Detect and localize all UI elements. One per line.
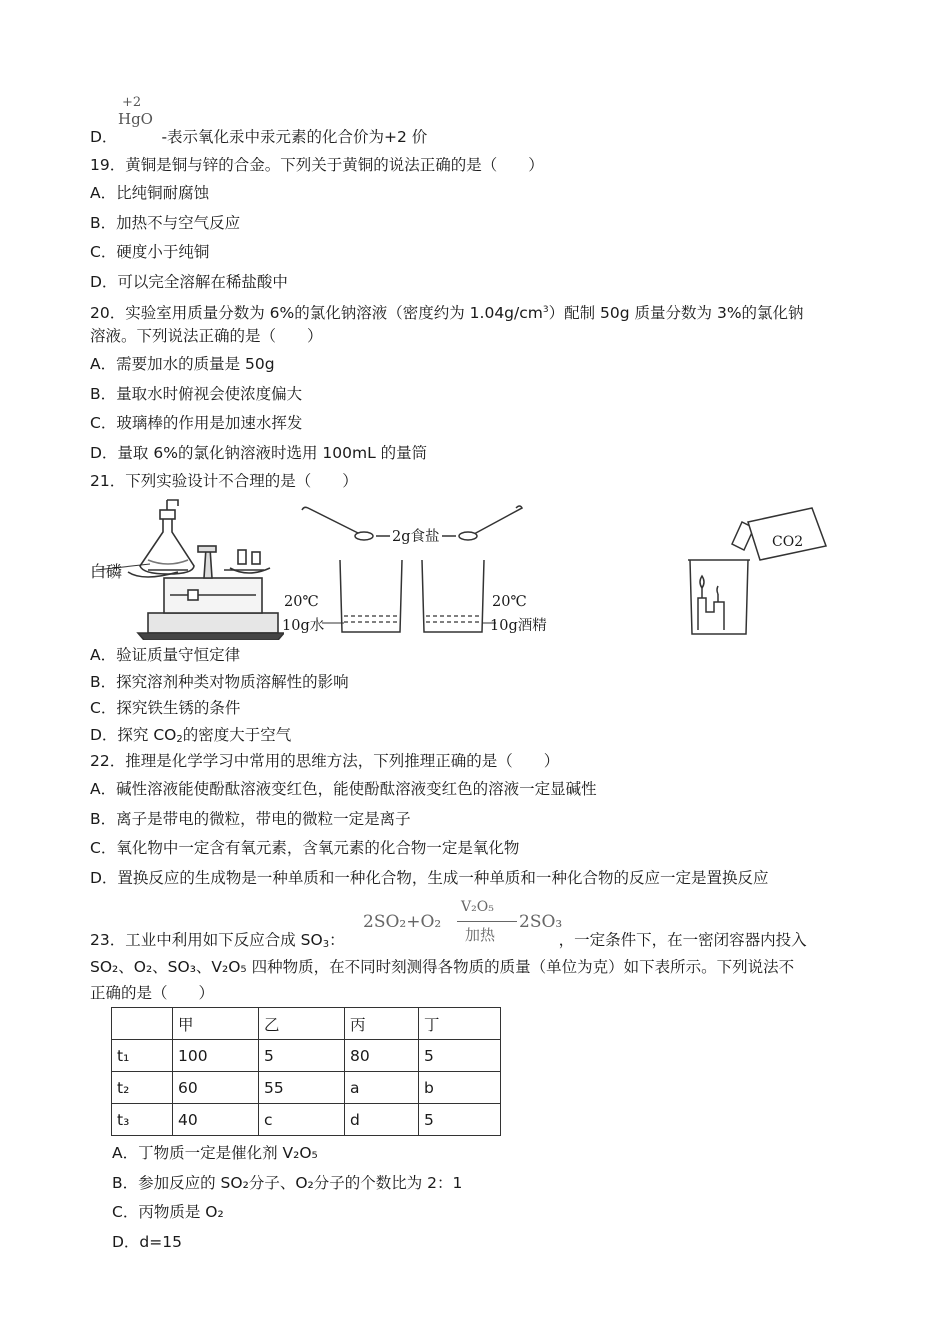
formula-label: HgO [118, 110, 153, 128]
q20-option-a: A．需要加水的质量是 50g [90, 355, 275, 373]
table-cell: b [419, 1072, 501, 1104]
mass-table [111, 1007, 501, 1136]
temp-right-label: 20℃ [492, 594, 527, 610]
q22-option-a: A．碱性溶液能使酚酞溶液变红色，能使酚酞溶液变红色的溶液一定显碱性 [90, 780, 597, 798]
table-row [112, 1104, 501, 1136]
q21-option-b: B．探究溶剂种类对物质溶解性的影响 [90, 673, 349, 691]
co2-experiment-figure [684, 502, 832, 638]
q20-option-d: D．量取 6%的氯化钠溶液时选用 100mL 的量筒 [90, 444, 428, 462]
q20-stem-line1: 20．实验室用质量分数为 6%的氯化钠溶液（密度约为 $1.04g/cm^3$）配制 50g 质量分数为 3%的氯化钠 [90, 304, 804, 322]
q19-option-b: B．加热不与空气反应 [90, 214, 241, 232]
reaction-equation: 2SO₂+O₂ V₂O₅ 加热 2SO₃ [363, 899, 563, 944]
table-cell: t₂ [112, 1072, 173, 1104]
q23-option-c: C．丙物质是 O₂ [112, 1203, 224, 1221]
q21-stem: 21．下列实验设计不合理的是（ ） [90, 472, 358, 490]
table-cell: 5 [259, 1040, 345, 1072]
q23-stem-line2: SO₂、O₂、SO₃、V₂O₅ 四种物质，在不同时刻测得各物质的质量（单位为克）如下表所示。下列说法不 [90, 958, 795, 976]
table-row [112, 1072, 501, 1104]
table-cell: t₃ [112, 1104, 173, 1136]
table-cell: 100 [173, 1040, 259, 1072]
equation-bar [457, 921, 517, 922]
q19-stem: 19．黄铜是铜与锌的合金。下列关于黄铜的说法正确的是（ ） [90, 156, 544, 174]
q22-option-b: B．离子是带电的微粒，带电的微粒一定是离子 [90, 810, 411, 828]
q20-option-b: B．量取水时俯视会使浓度偏大 [90, 385, 303, 403]
table-cell: 甲 [173, 1008, 259, 1040]
white-phosphorus-label: 白磷 [90, 564, 123, 581]
q19-option-d: D．可以完全溶解在稀盐酸中 [90, 273, 288, 291]
q21-option-a: A．验证质量守恒定律 [90, 646, 241, 664]
q22-option-d: D．置换反应的生成物是一种单质和一种化合物，生成一种单质和一种化合物的反应一定是置换反应 [90, 869, 769, 887]
hgo-formula-image [118, 94, 153, 128]
q23-option-b: B．参加反应的 SO₂分子、O₂分子的个数比为 2：1 [112, 1174, 463, 1192]
q18-option-d: D． -表示氧化汞中汞元素的化合价为+2 价 [90, 128, 428, 146]
table-cell: 55 [259, 1072, 345, 1104]
temp-left-label: 20℃ [284, 594, 319, 610]
q22-stem: 22．推理是化学学习中常用的思维方法，下列推理正确的是（ ） [90, 752, 560, 770]
q23-stem-line1: 23．工业中利用如下反应合成 $SO_3$： ，一定条件下，在一密闭容器内投入 [90, 931, 807, 950]
alcohol-label: 10g酒精 [490, 618, 547, 634]
valence-label: +2 [122, 95, 142, 110]
q20-option-c: C．玻璃棒的作用是加速水挥发 [90, 414, 303, 432]
salt-label: 2g食盐 [392, 529, 440, 545]
q22-option-c: C．氧化物中一定含有氧元素，含氧元素的化合物一定是氧化物 [90, 839, 520, 857]
table-cell: t₁ [112, 1040, 173, 1072]
table-cell: c [259, 1104, 345, 1136]
table-cell: 60 [173, 1072, 259, 1104]
table-cell [112, 1008, 173, 1040]
q19-option-a: A．比纯铜耐腐蚀 [90, 184, 210, 202]
table-cell: 5 [419, 1104, 501, 1136]
table-cell: a [345, 1072, 419, 1104]
q23-option-a: A．丁物质一定是催化剂 V₂O₅ [112, 1144, 318, 1162]
table-row [112, 1040, 501, 1072]
q23-stem-line3: 正确的是（ ） [90, 984, 215, 1002]
q21-option-c: C．探究铁生锈的条件 [90, 699, 241, 717]
q21-option-d: D．探究 $CO_2$的密度大于空气 [90, 726, 292, 745]
q19-option-c: C．硬度小于纯铜 [90, 243, 210, 261]
balance-experiment-figure [88, 498, 284, 640]
table-cell: 丙 [345, 1008, 419, 1040]
table-cell: 80 [345, 1040, 419, 1072]
table-cell: 乙 [259, 1008, 345, 1040]
water-label: 10g水 [282, 618, 325, 634]
table-cell: 40 [173, 1104, 259, 1136]
q23-option-d: D．d=15 [112, 1233, 182, 1251]
q20-stem-line2: 溶液。下列说法正确的是（ ） [90, 327, 323, 345]
table-cell: d [345, 1104, 419, 1136]
co2-bottle-label: CO2 [772, 534, 804, 550]
table-header-row [112, 1008, 501, 1040]
solubility-experiment-figure [282, 498, 582, 640]
table-cell: 丁 [419, 1008, 501, 1040]
table-cell: 5 [419, 1040, 501, 1072]
